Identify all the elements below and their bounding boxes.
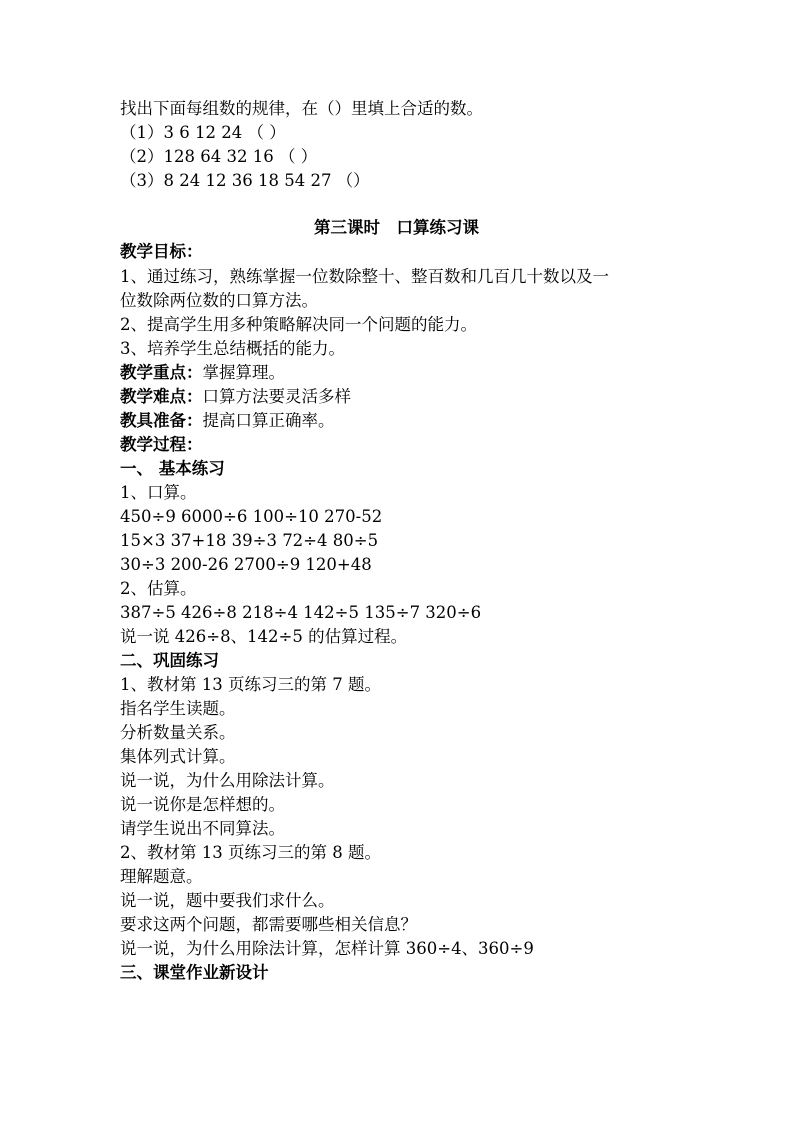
teaching-aids-text: 提高口算正确率。 [202, 411, 335, 430]
calc-row-1: 450÷9 6000÷6 100÷10 270-52 [120, 507, 383, 526]
section-2-heading: 二、巩固练习 [120, 651, 219, 670]
teaching-aids-label: 教具准备： [120, 411, 203, 430]
estimate-row: 387÷5 426÷8 218÷4 142÷5 135÷7 320÷6 [120, 603, 482, 622]
step-info: 要求这两个问题，都需要哪些相关信息？ [120, 915, 417, 934]
calc-row-3: 30÷3 200-26 2700÷9 120+48 [120, 555, 372, 574]
difficulty-point [120, 385, 690, 409]
key-point-text: 掌握算理。 [202, 363, 285, 382]
goal-3: 3、培养学生总结概括的能力。 [120, 339, 345, 358]
goal-2: 2、提高学生用多种策略解决同一个问题的能力。 [120, 315, 477, 334]
section-1-item-1: 1、口算。 [120, 483, 197, 502]
section-2-item-1: 1、教材第 13 页练习三的第 7 题。 [120, 675, 381, 694]
goal-1-line-1: 1、通过练习，熟练掌握一位数除整十、整百数和几百几十数以及一 [120, 267, 609, 286]
instruction-text: 找出下面每组数的规律，在（）里填上合适的数。 [120, 99, 483, 118]
sequence-3: （3）8 24 12 36 18 54 27 （） [120, 171, 370, 190]
step-division: 说一说，为什么用除法计算，怎样计算 360÷4、360÷9 [120, 939, 534, 958]
key-point [120, 361, 690, 385]
difficulty-label: 教学难点： [120, 387, 203, 406]
section-2-item-2: 2、教材第 13 页练习三的第 8 题。 [120, 843, 381, 862]
process-heading: 教学过程： [120, 435, 203, 454]
step-methods: 请学生说出不同算法。 [120, 819, 285, 838]
sequence-2: （2）128 64 32 16 （ ） [120, 147, 318, 166]
step-goal: 说一说，题中要我们求什么。 [120, 891, 335, 910]
key-point-label: 教学重点： [120, 363, 203, 382]
goals-heading: 教学目标： [120, 242, 203, 261]
step-calc: 集体列式计算。 [120, 747, 236, 766]
step-why: 说一说，为什么用除法计算。 [120, 771, 335, 790]
section-1-item-2: 2、估算。 [120, 579, 197, 598]
calc-row-2: 15×3 37+18 39÷3 72÷4 80÷5 [120, 531, 379, 550]
step-understand: 理解题意。 [120, 867, 203, 886]
section-3-heading: 三、课堂作业新设计 [120, 963, 269, 982]
goal-1-line-2: 位数除两位数的口算方法。 [120, 291, 318, 310]
sequence-1: （1）3 6 12 24 （ ） [120, 123, 286, 142]
teaching-aids [120, 409, 690, 433]
lesson-title: 第三课时 口算练习课 [314, 218, 479, 237]
section-1-heading: 一、 基本练习 [120, 459, 225, 478]
step-how: 说一说你是怎样想的。 [120, 795, 285, 814]
step-read: 指名学生读题。 [120, 699, 236, 718]
step-analyze: 分析数量关系。 [120, 723, 236, 742]
difficulty-text: 口算方法要灵活多样 [202, 387, 351, 406]
estimate-explain: 说一说 426÷8、142÷5 的估算过程。 [120, 627, 408, 646]
